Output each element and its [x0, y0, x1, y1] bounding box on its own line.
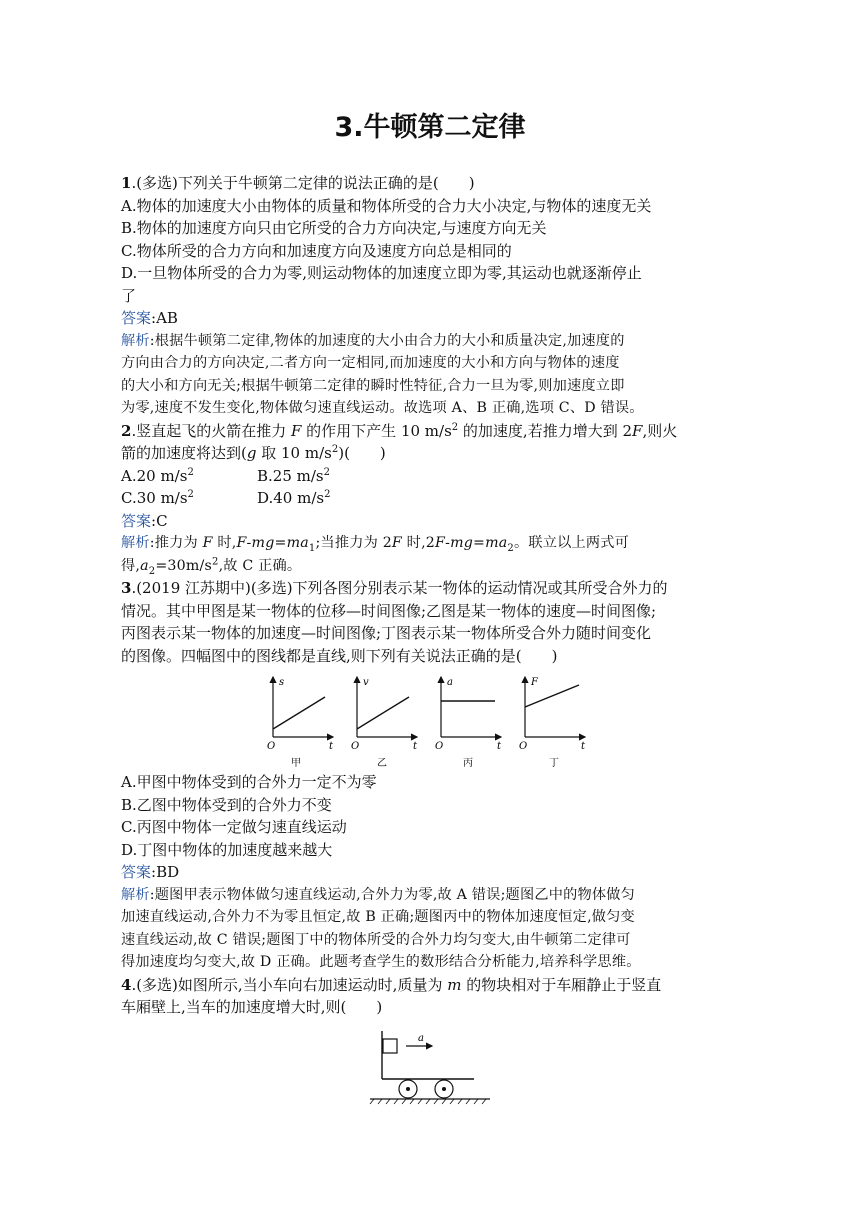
graph-jia-ylabel: s	[279, 677, 285, 688]
graph-yi	[351, 677, 418, 769]
q3-stem-1: 3.(2019 江苏期中)(多选)下列各图分别表示某一物体的运动情况或其所受合外力的	[121, 579, 668, 597]
graph-yi-t: t	[413, 741, 418, 752]
q4-stem-1: 4.(多选)如图所示,当小车向右加速运动时,质量为 m 的物块相对于车厢静止于竖直	[121, 975, 662, 994]
q3-answer: 答案:BD	[121, 863, 180, 881]
graph-jia-origin: O	[267, 741, 276, 752]
q2-explanation-2: 得$,a_2=30m/s^2$,故 C 正确。	[121, 555, 302, 577]
graph-yi-ylabel: v	[363, 677, 369, 688]
q3-stem-4: 的图像。四幅图中的图线都是直线,则下列有关说法正确的是( )	[121, 646, 558, 665]
q3-explanation-4: 得加速度均匀变大,故 D 正确。此题考查学生的数形结合分析能力,培养科学思维。	[121, 954, 641, 970]
q3-stem-3: 丙图表示某一物体的加速度—时间图像;丁图表示某一物体所受合外力随时间变化	[121, 624, 652, 642]
block	[383, 1039, 397, 1053]
q3-explanation-1: 解析:题图甲表示物体做匀速直线运动,合外力为零,故 A 错误;题图乙中的物体做匀	[121, 886, 636, 903]
graph-bing-t: t	[497, 741, 502, 752]
graph-ding-origin: O	[519, 741, 528, 752]
q1-explanation-1: 解析:根据牛顿第二定律,物体的加速度的大小由合力的大小和质量决定,加速度的	[121, 332, 625, 349]
graph-ding-caption: 丁	[549, 758, 559, 769]
q1-answer: 答案:AB	[121, 309, 178, 327]
graph-ding-t: t	[581, 741, 586, 752]
q3-graphs-figure	[267, 673, 607, 771]
q1-option-a: A.物体的加速度大小由物体的质量和物体所受的合力大小决定,与物体的速度无关	[121, 196, 652, 215]
q3-explanation-3: 速直线运动,故 C 错误;题图丁中的物体所受的合外力均匀变大,由牛顿第二定律可	[121, 931, 631, 948]
q3-option-c: C.丙图中物体一定做匀速直线运动	[121, 818, 347, 836]
q1-stem: 1.(多选)下列关于牛顿第二定律的说法正确的是( )	[121, 174, 475, 192]
q3-option-d: D.丁图中物体的加速度越来越大	[121, 840, 333, 859]
q2-options-ab: A.20 $m/s^2$ B.25 $m/s^2$	[121, 466, 330, 485]
content	[121, 172, 741, 1105]
graph-ding	[519, 677, 586, 769]
graph-jia-t: t	[329, 741, 334, 752]
q1-option-d-cont: 了	[121, 286, 137, 305]
graph-jia	[267, 677, 334, 769]
page-title: 3.牛顿第二定律	[334, 112, 526, 143]
acceleration-label: a	[418, 1032, 424, 1044]
graph-bing-caption: 丙	[463, 758, 473, 769]
q2-stem-2: 箭的加速度将达到(g 取 10 $m/s^2$)( )	[121, 444, 386, 462]
q1-explanation-3: 的大小和方向无关;根据牛顿第二定律的瞬时性特征,合力一旦为零,则加速度立即	[121, 377, 625, 394]
graph-bing-ylabel: a	[447, 677, 453, 688]
q2-answer: 答案:C	[121, 511, 168, 530]
q1-option-c: C.物体所受的合力方向和加速度方向及速度方向总是相同的	[121, 241, 512, 260]
q1-option-b: B.物体的加速度方向只由它所受的合力方向决定,与速度方向无关	[121, 219, 547, 237]
q2-options-cd: C.30 $m/s^2$ D.40 $m/s^2$	[121, 489, 331, 507]
q3-option-b: B.乙图中物体受到的合外力不变	[121, 795, 332, 814]
graph-yi-origin: O	[351, 741, 360, 752]
q3-explanation-2: 加速直线运动,合外力不为零且恒定,故 B 正确;题图丙中的物体加速度恒定,做匀变	[121, 909, 635, 925]
q2-explanation-1: 解析:推力为 F 时$,F-mg=ma_1$;当推力为 2F 时$,2F-mg=ma_2$。联立以上两式可	[121, 535, 630, 554]
q4-stem-2: 车厢壁上,当车的加速度增大时,则( )	[121, 998, 383, 1016]
q4-cart-figure	[366, 1027, 496, 1105]
graph-ding-ylabel: F	[531, 677, 538, 688]
q3-option-a: A.甲图中物体受到的合外力一定不为零	[121, 773, 377, 791]
graph-jia-caption: 甲	[291, 758, 301, 769]
q1-explanation-2: 方向由合力的方向决定,二者方向一定相同,而加速度的大小和方向与物体的速度	[121, 355, 620, 371]
graph-bing	[435, 677, 502, 769]
q1-explanation-4: 为零,速度不发生变化,物体做匀速直线运动。故选项 A、B 正确,选项 C、D 错误。	[121, 400, 644, 416]
q1-option-d: D.一旦物体所受的合力为零,则运动物体的加速度立即为零,其运动也就逐渐停止	[121, 264, 642, 282]
q3-stem-2: 情况。其中甲图是某一物体的位移—时间图像;乙图是某一物体的速度—时间图像;	[121, 601, 657, 620]
q2-stem-1: 2.竖直起飞的火箭在推力 F 的作用下产生 10 $m/s^2$ 的加速度,若推力增大到 2F,则火	[121, 421, 678, 440]
graph-yi-caption: 乙	[377, 758, 387, 769]
graph-bing-origin: O	[435, 741, 444, 752]
